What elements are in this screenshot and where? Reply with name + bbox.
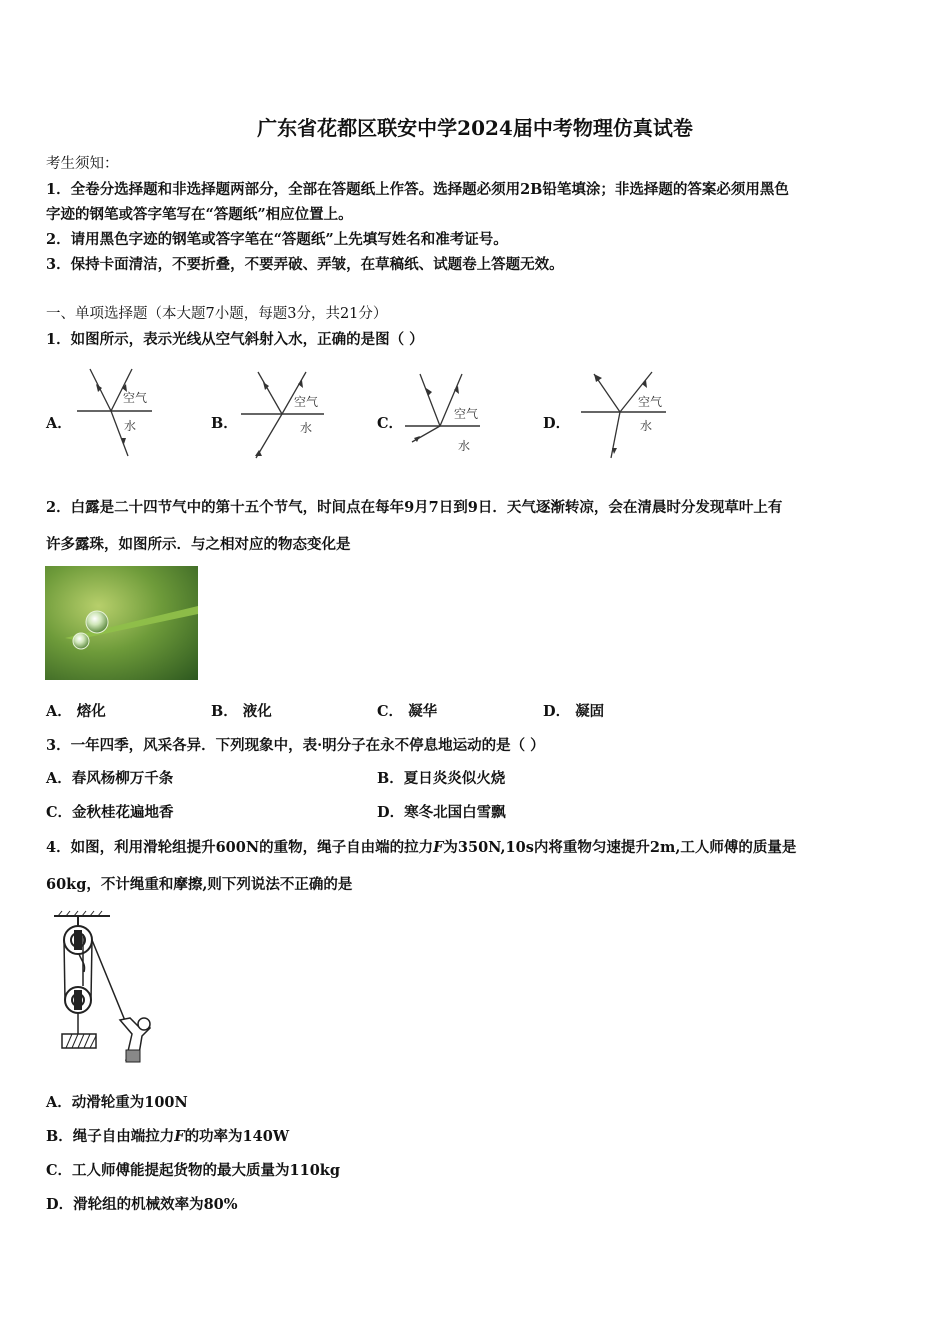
q4-stem-b: 60kg，不计绳重和摩擦,则下列说法不正确的是 (46, 876, 353, 893)
q3-stem: 3．一年四季，风采各异．下列现象中，表·明分子在永不停息地运动的是（ ） (46, 737, 545, 754)
dew-photo (45, 566, 198, 680)
q1-label-a: A． (46, 415, 72, 432)
notice-item-2: 2．请用黑色字迹的钢笔或答字笔在“答题纸”上先填写姓名和准考证号。 (46, 231, 508, 248)
incident-ray (258, 372, 282, 414)
q4-option-c: C．工人师傅能提起货物的最大质量为110kg (46, 1162, 340, 1179)
notice-item-1b: 字迹的钢笔或答字笔写在“答题纸”相应位置上。 (46, 206, 353, 223)
air-label: 空气 (454, 407, 479, 421)
air-label: 空气 (294, 395, 319, 409)
rope (91, 940, 92, 1000)
notice-item-3: 3．保持卡面清洁，不要折叠，不要弄破、弄皱，在草稿纸、试题卷上答题无效。 (46, 256, 564, 273)
q4-stem-a-part2: 为350N,10s内将重物匀速提升2m,工人师傅的质量是 (443, 839, 797, 856)
notice-heading: 考生须知： (46, 156, 119, 172)
q3-option-c: C．金秋桂花遍地香 (46, 804, 174, 821)
fixed-pulley-axle (74, 930, 82, 950)
notice-item-1a: 1．全卷分选择题和非选择题两部分，全部在答题纸上作答。选择题必须用2B铅笔填涂；非选择题的答案必须用黑色 (46, 181, 789, 198)
water-label: 水 (124, 419, 137, 433)
water-label: 水 (640, 419, 653, 433)
worker-base (126, 1050, 140, 1062)
air-label: 空气 (123, 391, 148, 405)
incident-ray (90, 369, 111, 411)
q1-label-d: D． (543, 415, 571, 432)
refracted-ray (111, 411, 128, 456)
q3-option-d: D．寒冬北国白雪飘 (377, 804, 506, 821)
q1-figure-a (72, 364, 162, 460)
dew-on-grass-image (45, 566, 198, 680)
q4-option-d: D．滑轮组的机械效率为80% (46, 1196, 238, 1213)
q4-stem-a-part1: 4．如图，利用滑轮组提升600N的重物，绳子自由端的拉力 (46, 839, 434, 856)
section-heading: 一、单项选择题（本大题7小题，每题3分，共21分） (46, 306, 388, 322)
q1-figure-d (576, 366, 676, 462)
refracted-ray (256, 414, 282, 458)
q1-figure-c (400, 368, 495, 462)
free-rope-end (92, 940, 128, 1028)
q4-option-b-var: F (174, 1128, 185, 1145)
movable-pulley-axle (74, 990, 82, 1010)
refracted-ray (611, 412, 620, 458)
q2-stem-b: 许多露珠，如图所示．与之相对应的物态变化是 (46, 536, 351, 553)
water-label: 水 (300, 421, 313, 435)
q4-option-b (46, 1125, 289, 1146)
dew-drop (86, 611, 108, 633)
q2-option-c: C． 凝华 (377, 703, 438, 720)
page-title: 广东省花都区联安中学2024届中考物理仿真试卷 (257, 116, 693, 140)
rope (64, 940, 65, 1000)
q1-label-c: C． (377, 415, 404, 432)
pulley-figure (50, 910, 160, 1068)
q3-option-a: A．春风杨柳万千条 (46, 770, 174, 787)
arrow-icon (414, 436, 420, 442)
q3-option-b: B．夏日炎炎似火烧 (377, 770, 506, 787)
q4-stem-a (46, 836, 796, 857)
dew-drop (73, 633, 89, 649)
q1-figure-b (236, 364, 336, 464)
q4-var-f: F (433, 839, 444, 856)
air-label: 空气 (638, 395, 663, 409)
worker-head (138, 1018, 150, 1030)
q2-option-b: B． 液化 (211, 703, 272, 720)
q1-label-b: B． (211, 415, 238, 432)
q4-option-b-part1: B．绳子自由端拉力 (46, 1128, 175, 1145)
q2-stem-a: 2．白露是二十四节气中的第十五个节气，时间点在每年9月7日到9日．天气逐渐转凉，会在清晨时分发现草叶上有 (46, 499, 783, 516)
q4-option-b-part2: 的功率为140W (184, 1128, 290, 1145)
q2-option-a: A． 熔化 (46, 703, 106, 720)
water-label: 水 (458, 439, 471, 453)
q4-option-a: A．动滑轮重为100N (46, 1094, 188, 1111)
incident-ray (420, 374, 440, 426)
q1-stem: 1．如图所示，表示光线从空气斜射入水，正确的是图（ ） (46, 331, 424, 348)
q2-option-d: D． 凝固 (543, 703, 605, 720)
